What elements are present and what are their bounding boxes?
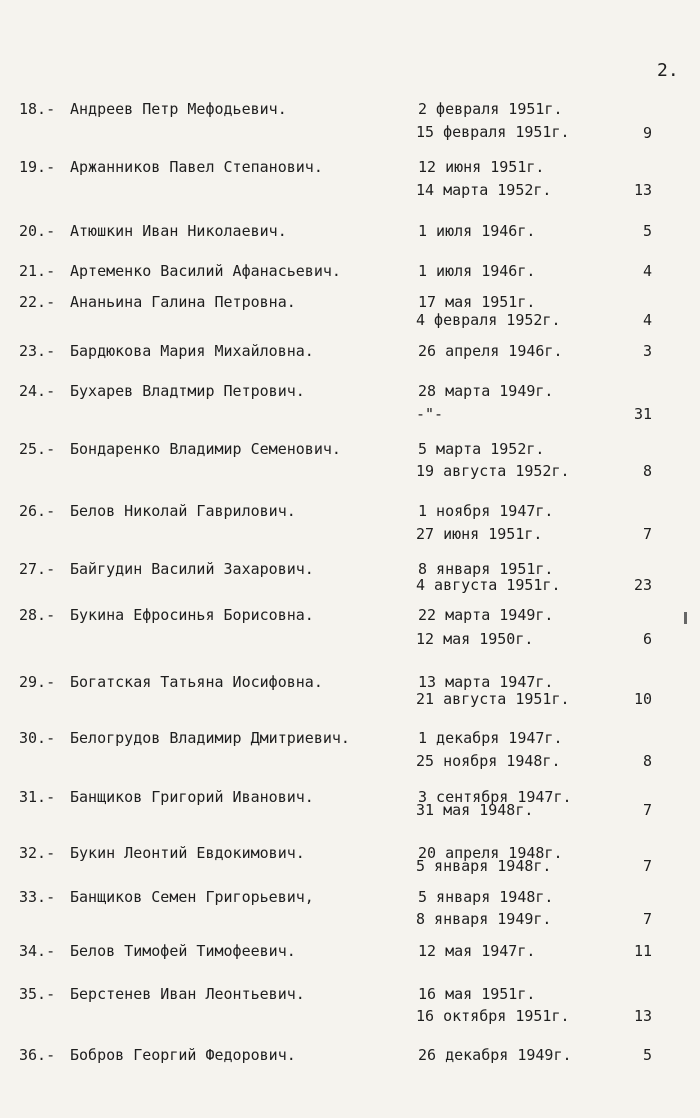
entry-date-end: 16 октября 1951г. [416,1007,570,1025]
entry-date-start: 1 июля 1946г. [418,222,536,240]
entry-number: 32.- [19,844,56,862]
entry-number: 34.- [19,942,56,960]
entry-count: 13 [633,1007,652,1025]
entry-date-start: 26 декабря 1949г. [418,1046,572,1064]
entry-date-start: 1 ноября 1947г. [418,502,554,520]
entry-date-start: 3 сентября 1947г. [418,788,572,806]
entry-name: Бобров Георгий Федорович. [70,1046,296,1064]
entry-count: 5 [642,1046,652,1064]
entry-date-start: 12 мая 1947г. [418,942,536,960]
entry-date-end: 19 августа 1952г. [416,462,570,480]
entry-count: 7 [642,857,652,875]
entry-name: Банщиков Григорий Иванович. [70,788,314,806]
entry-count: 8 [642,752,652,770]
entry-count: 23 [633,576,652,594]
entry-date-start: 26 апреля 1946г. [418,342,563,360]
entry-name: Букин Леонтий Евдокимович. [70,844,305,862]
entry-date-start: 17 мая 1951г. [418,293,536,311]
entry-name: Андреев Петр Мефодьевич. [70,100,287,118]
entry-name: Ананьина Галина Петровна. [70,293,296,311]
entry-name: Бондаренко Владимир Семенович. [70,440,341,458]
entry-count: 13 [633,181,652,199]
entry-date-end: 15 февраля 1951г. [416,123,570,141]
entry-count: 7 [642,801,652,819]
entry-date-end: 14 марта 1952г. [416,181,552,199]
entry-count: 8 [642,462,652,480]
entry-number: 18.- [19,100,56,118]
entry-date-start: 13 марта 1947г. [418,673,554,691]
entry-number: 24.- [19,382,56,400]
entry-number: 28.- [19,606,56,624]
page-number: 2. [657,60,679,81]
entry-date-start: 8 января 1951г. [418,560,554,578]
entry-name: Атюшкин Иван Николаевич. [70,222,287,240]
entry-date-start: 12 июня 1951г. [418,158,545,176]
entry-number: 27.- [19,560,56,578]
entry-number: 20.- [19,222,56,240]
margin-mark [684,612,687,624]
entry-count: 3 [642,342,652,360]
entry-date-end: -"- [416,405,444,423]
entry-date-end: 25 ноября 1948г. [416,752,561,770]
entry-date-start: 1 декабря 1947г. [418,729,563,747]
entry-count: 31 [633,405,652,423]
entry-date-start: 28 марта 1949г. [418,382,554,400]
entry-name: Байгудин Василий Захарович. [70,560,314,578]
entry-number: 25.- [19,440,56,458]
entry-name: Белов Николай Гаврилович. [70,502,296,520]
entry-date-end: 12 мая 1950г. [416,630,534,648]
entry-number: 36.- [19,1046,56,1064]
entry-count: 9 [642,124,652,142]
entry-number: 19.- [19,158,56,176]
entry-name: Аржанников Павел Степанович. [70,158,323,176]
entry-date-end: 5 января 1948г. [416,857,552,875]
entry-count: 10 [633,690,652,708]
entry-name: Букина Ефросинья Борисовна. [70,606,314,624]
entry-count: 7 [642,910,652,928]
entry-date-start: 5 января 1948г. [418,888,554,906]
entry-name: Белов Тимофей Тимофеевич. [70,942,296,960]
entry-date-end: 4 августа 1951г. [416,576,561,594]
entry-name: Белогрудов Владимир Дмитриевич. [70,729,350,747]
entry-count: 11 [633,942,652,960]
entry-date-end: 31 мая 1948г. [416,801,534,819]
entry-name: Бардюкова Мария Михайловна. [70,342,314,360]
entry-name: Артеменко Василий Афанасьевич. [70,262,341,280]
entry-date-end: 27 июня 1951г. [416,525,543,543]
entry-number: 35.- [19,985,56,1003]
entry-number: 29.- [19,673,56,691]
entry-date-start: 16 мая 1951г. [418,985,536,1003]
entry-number: 22.- [19,293,56,311]
entry-count: 6 [642,630,652,648]
entry-date-end: 8 января 1949г. [416,910,552,928]
entry-number: 21.- [19,262,56,280]
entry-date-start: 22 марта 1949г. [418,606,554,624]
entry-count: 4 [642,262,652,280]
entry-count: 4 [642,311,652,329]
entry-number: 31.- [19,788,56,806]
entry-count: 5 [642,222,652,240]
entry-date-end: 4 февраля 1952г. [416,311,561,329]
entry-date-end: 21 августа 1951г. [416,690,570,708]
entry-number: 23.- [19,342,56,360]
entry-number: 26.- [19,502,56,520]
entry-number: 33.- [19,888,56,906]
entry-date-start: 5 марта 1952г. [418,440,545,458]
entry-name: Банщиков Семен Григорьевич, [70,888,314,906]
entry-number: 30.- [19,729,56,747]
entry-date-start: 1 июля 1946г. [418,262,536,280]
entry-name: Богатская Татьяна Иосифовна. [70,673,323,691]
entry-name: Берстенев Иван Леонтьевич. [70,985,305,1003]
entry-count: 7 [642,525,652,543]
entry-name: Бухарев Владтмир Петрович. [70,382,305,400]
entry-date-start: 20 апреля 1948г. [418,844,563,862]
entry-date-start: 2 февраля 1951г. [418,100,563,118]
